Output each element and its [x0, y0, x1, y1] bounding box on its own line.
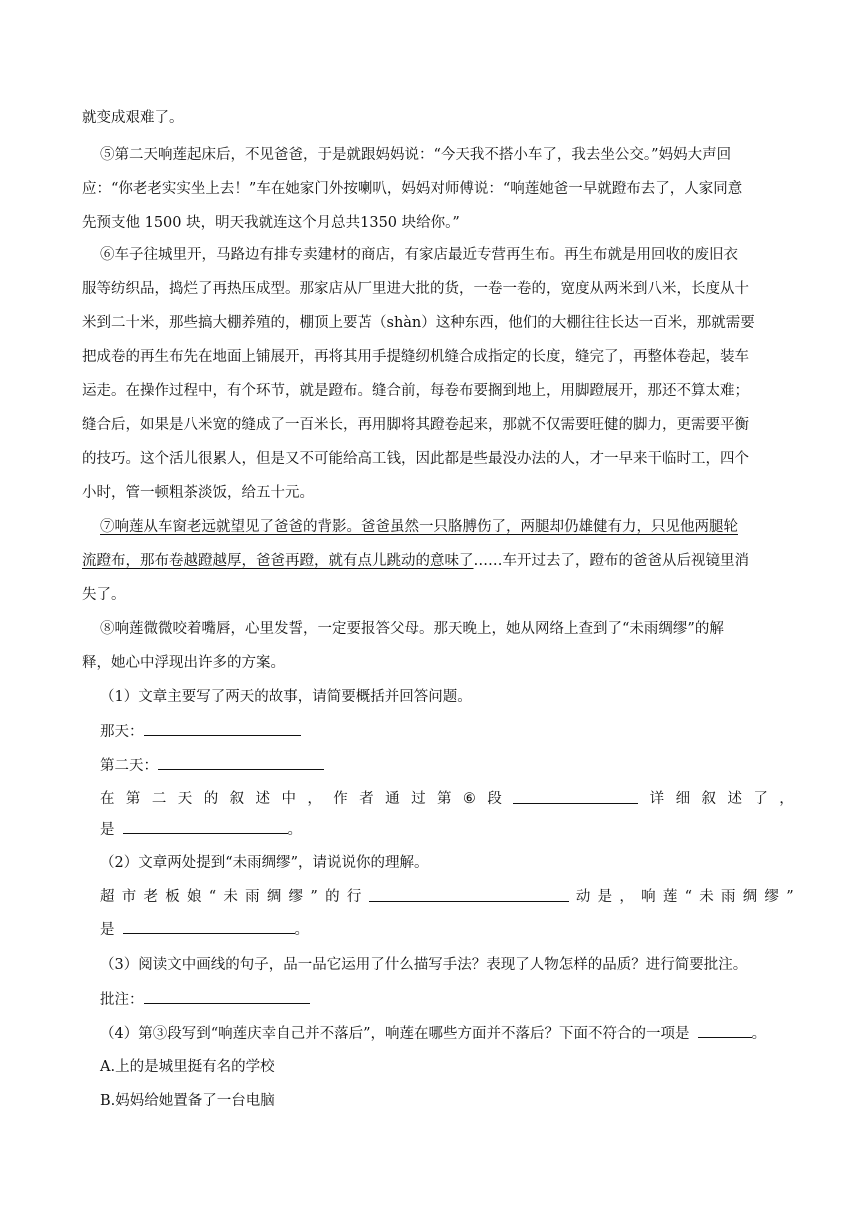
text: 是 [100, 822, 115, 838]
p6-line8 [82, 483, 314, 503]
text: 。 [751, 1026, 767, 1042]
answer-blank[interactable] [144, 989, 310, 1004]
text: 段 [487, 791, 502, 807]
p8-line2 [82, 653, 285, 673]
text: 是 [100, 922, 115, 938]
answer-that-day [100, 721, 301, 742]
p8-line1 [100, 619, 724, 639]
text: 板 [165, 889, 180, 905]
text: 详 [649, 791, 665, 807]
option-text: A.上的是城里挺有名的学校 [100, 1059, 275, 1075]
text: 过 [411, 791, 426, 807]
answer-second-day [100, 755, 324, 776]
text: 了 [753, 791, 768, 807]
text: 的 [203, 791, 219, 807]
question-text: （3）阅读文中画线的句子，品一品它运用了什么描写手法？表现了人物怎样的品质？进行简要批注。 [100, 957, 748, 973]
answer-blank[interactable] [513, 789, 638, 804]
text: 中 [281, 791, 296, 807]
text: 娘 [187, 889, 202, 905]
answer-blank[interactable] [123, 819, 288, 834]
underlined-sentence: ⑦响莲从车窗老远就望见了爸爸的背影。爸爸虽然一只胳膊伤了，两腿却仍雄健有力，只见他两腿轮 [100, 519, 738, 535]
text: 超 [100, 889, 115, 905]
text: 就变成艰难了。 [82, 110, 184, 126]
text: 叙 [701, 791, 717, 807]
text: 运走。在操作过程中，有个环节，就是蹬布。缝合前，每卷布要搁到地上，用脚蹬展开，那还不算太难； [82, 383, 749, 399]
text: 释，她心中浮现出许多的方案。 [82, 655, 285, 671]
text: 把成卷的再生布先在地面上铺展开，再将其用手提缝纫机缝合成指定的长度，缝完了，再整体卷起，装车 [82, 349, 749, 365]
text: 缪 [288, 889, 304, 905]
text: 叙 [229, 791, 245, 807]
answer-blank[interactable] [698, 1023, 752, 1038]
question-text: （2）文章两处提到“未雨绸缪”，请说说你的理解。 [100, 855, 429, 871]
q3-answer [100, 989, 310, 1010]
p7-line2 [82, 551, 749, 571]
text: ⑧响莲微微咬着嘴唇，心里发誓，一定要报答父母。那天晚上，她从网络上查到了“未雨绸缪”的解 [100, 621, 724, 637]
option-a[interactable] [100, 1057, 275, 1077]
q1-line [100, 789, 794, 809]
text: 的技巧。这个活儿很累人，但是又不可能给高工钱，因此都是些最没办法的人，才一早来干临时工，四个 [82, 451, 749, 467]
text: 雨 [721, 889, 736, 905]
q2-line [100, 887, 794, 907]
text: 绸 [742, 889, 758, 905]
text: 二 [151, 791, 167, 807]
text: 米到二十米，那些搞大棚养殖的，棚顶上要苫（shàn）这种东西，他们的大棚往往长达一百米，那就需要 [82, 315, 755, 331]
p5-line3 [82, 213, 460, 233]
label: 批注： [100, 992, 144, 1008]
text: 第 [436, 791, 452, 807]
option-text: B.妈妈给她置备了一台电脑 [100, 1093, 275, 1109]
text: 服等纺织品，捣烂了再热压成型。那家店从厂里进大批的货，一卷一卷的，宽度从两米到八米，长度从十 [82, 281, 749, 297]
p6-line1 [100, 245, 738, 265]
answer-blank[interactable] [369, 887, 569, 902]
answer-blank[interactable] [123, 919, 295, 934]
text: ” [786, 889, 794, 905]
question-text: （4）第③段写到“响莲庆幸自己并不落后”，响莲在哪些方面并不落后？下面不符合的一项是 [100, 1026, 690, 1042]
answer-blank[interactable] [158, 755, 324, 770]
text: 莲 [662, 889, 678, 905]
text: 细 [675, 791, 691, 807]
text: “ [208, 889, 217, 905]
question-text: （1）文章主要写了两天的故事，请简要概括并回答问题。 [100, 689, 472, 705]
text: 。 [287, 822, 302, 838]
text: 先预支他 1500 块，明天我就连这个月总共1350 块给你。” [82, 215, 460, 231]
text: 述 [255, 791, 271, 807]
underlined-sentence: 流蹬布，那布卷越蹬越厚，爸爸再蹬，就有点儿跳动的意味了 [82, 553, 474, 569]
p7-line3 [82, 585, 126, 605]
question-1 [100, 687, 472, 707]
text: ⑥ [462, 791, 476, 807]
p6-line6 [82, 415, 749, 435]
text: 缪 [764, 889, 780, 905]
text: 第 [125, 791, 141, 807]
p5-line2 [82, 179, 742, 199]
text: 老 [143, 889, 158, 905]
p6-line4 [82, 347, 749, 367]
text: 的 [325, 889, 340, 905]
text: 小时，管一顿粗茶淡饭，给五十元。 [82, 485, 314, 501]
text: 者 [359, 791, 374, 807]
text: 通 [385, 791, 400, 807]
text: 缝合后，如果是八米宽的缝成了一百米长，再用脚将其蹬卷起来，那就不仅需要旺健的脚力，更需要平衡 [82, 417, 749, 433]
question-2 [100, 853, 429, 873]
text: ， [307, 791, 322, 807]
answer-blank[interactable] [144, 721, 301, 736]
text: ……车开过去了，蹬布的爸爸从后视镜里消 [473, 553, 749, 569]
text: 是 [597, 889, 613, 905]
text: 未 [699, 889, 714, 905]
question-4 [100, 1023, 766, 1044]
label: 第二天： [100, 758, 158, 774]
q2-line-b [100, 919, 309, 940]
text: ⑤第二天响莲起床后，不见爸爸，于是就跟妈妈说：“今天我不搭小车了，我去坐公交。”妈妈大声回 [100, 147, 732, 163]
text: 行 [346, 889, 362, 905]
option-b[interactable] [100, 1091, 275, 1111]
p6-line2 [82, 279, 749, 299]
p7-line1 [100, 517, 738, 537]
text: 绸 [266, 889, 282, 905]
text: 应：“你老老实实坐上去！”车在她家门外按喇叭，妈妈对师傅说：“响莲她爸一早就蹬布去了，人家同意 [82, 181, 743, 197]
text: ， [779, 791, 794, 807]
text: 响 [641, 889, 656, 905]
text: 作 [333, 791, 348, 807]
p6-line5 [82, 381, 749, 401]
text: 市 [121, 889, 137, 905]
text: ” [310, 889, 318, 905]
text: 未 [223, 889, 238, 905]
text: 述 [727, 791, 742, 807]
question-3 [100, 955, 747, 975]
text: ， [619, 889, 634, 905]
p6-line7 [82, 449, 749, 469]
text: 在 [100, 791, 115, 807]
text: 动 [575, 889, 591, 905]
p6-line3 [82, 313, 755, 333]
text: ⑥车子往城里开，马路边有排专卖建材的商店，有家店最近专营再生布。再生布就是用回收的废旧衣 [100, 247, 738, 263]
p5-line1 [100, 145, 731, 165]
q1-line-b [100, 819, 302, 840]
text: 。 [294, 922, 309, 938]
text: 雨 [245, 889, 260, 905]
text: “ [684, 889, 693, 905]
text: 天 [177, 791, 193, 807]
p4-tail [82, 108, 184, 128]
text: 失了。 [82, 587, 126, 603]
label: 那天： [100, 724, 144, 740]
